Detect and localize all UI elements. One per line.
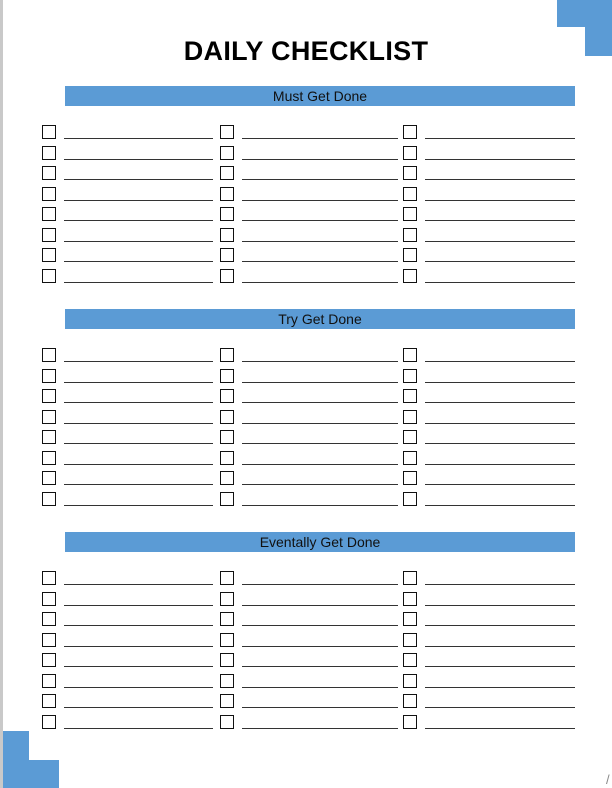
checkbox[interactable] [403,592,417,606]
write-in-line[interactable] [242,625,398,626]
write-in-line[interactable] [425,505,575,506]
corner-decoration-bottom-left [3,760,59,788]
checkbox[interactable] [403,228,417,242]
checkbox[interactable] [220,228,234,242]
write-in-line[interactable] [425,361,575,362]
write-in-line[interactable] [64,241,213,242]
checkbox[interactable] [42,471,56,485]
checkbox[interactable] [220,146,234,160]
checkbox[interactable] [403,715,417,729]
checkbox[interactable] [220,592,234,606]
write-in-line[interactable] [425,159,575,160]
checkbox[interactable] [403,612,417,626]
checkbox[interactable] [403,674,417,688]
checkbox[interactable] [403,348,417,362]
write-in-line[interactable] [242,605,398,606]
write-in-line[interactable] [64,382,213,383]
checkbox[interactable] [42,633,56,647]
checkbox[interactable] [220,369,234,383]
checkbox[interactable] [220,187,234,201]
write-in-line[interactable] [64,423,213,424]
page-title: DAILY CHECKLIST [183,36,429,66]
checkbox[interactable] [42,146,56,160]
checkbox[interactable] [220,207,234,221]
checkbox[interactable] [42,492,56,506]
write-in-line[interactable] [64,484,213,485]
write-in-line[interactable] [425,707,575,708]
write-in-line[interactable] [64,282,213,283]
write-in-line[interactable] [242,282,398,283]
write-in-line[interactable] [242,159,398,160]
write-in-line[interactable] [425,382,575,383]
checkbox[interactable] [42,592,56,606]
checkbox[interactable] [42,410,56,424]
write-in-line[interactable] [242,666,398,667]
write-in-line[interactable] [64,584,213,585]
checkbox[interactable] [220,430,234,444]
write-in-line[interactable] [242,361,398,362]
write-in-line[interactable] [425,584,575,585]
checkbox[interactable] [220,633,234,647]
write-in-line[interactable] [425,728,575,729]
write-in-line[interactable] [425,402,575,403]
checkbox[interactable] [220,166,234,180]
write-in-line[interactable] [425,646,575,647]
section-header: Must Get Done [65,86,575,106]
checkbox[interactable] [403,389,417,403]
write-in-line[interactable] [425,241,575,242]
checkbox[interactable] [403,410,417,424]
checkbox[interactable] [220,694,234,708]
write-in-line[interactable] [64,505,213,506]
write-in-line[interactable] [242,464,398,465]
checkbox[interactable] [220,653,234,667]
write-in-line[interactable] [64,220,213,221]
write-in-line[interactable] [425,282,575,283]
checkbox[interactable] [42,166,56,180]
write-in-line[interactable] [425,625,575,626]
checkbox[interactable] [42,430,56,444]
checkbox[interactable] [42,389,56,403]
write-in-line[interactable] [64,666,213,667]
checkbox[interactable] [42,653,56,667]
write-in-line[interactable] [64,687,213,688]
checkbox[interactable] [403,451,417,465]
write-in-line[interactable] [425,666,575,667]
write-in-line[interactable] [242,728,398,729]
write-in-line[interactable] [242,484,398,485]
checkbox[interactable] [220,674,234,688]
checkbox[interactable] [42,125,56,139]
checkbox[interactable] [42,612,56,626]
write-in-line[interactable] [242,220,398,221]
write-in-line[interactable] [242,423,398,424]
write-in-line[interactable] [425,220,575,221]
checkbox[interactable] [403,207,417,221]
checkbox[interactable] [220,492,234,506]
checkbox[interactable] [403,471,417,485]
checkbox[interactable] [42,269,56,283]
checkbox[interactable] [403,694,417,708]
checkbox[interactable] [403,269,417,283]
write-in-line[interactable] [425,687,575,688]
checkbox[interactable] [42,571,56,585]
write-in-line[interactable] [64,605,213,606]
checkbox[interactable] [42,451,56,465]
checkbox[interactable] [403,248,417,262]
checkbox[interactable] [220,715,234,729]
checkbox[interactable] [220,348,234,362]
write-in-line[interactable] [425,605,575,606]
checkbox[interactable] [403,166,417,180]
checkbox[interactable] [220,451,234,465]
write-in-line[interactable] [242,138,398,139]
checkbox[interactable] [42,674,56,688]
checkbox[interactable] [42,348,56,362]
write-in-line[interactable] [64,707,213,708]
write-in-line[interactable] [425,484,575,485]
checkbox[interactable] [42,248,56,262]
checkbox[interactable] [42,207,56,221]
checkbox[interactable] [42,694,56,708]
checkbox[interactable] [403,653,417,667]
write-in-line[interactable] [425,443,575,444]
write-in-line[interactable] [64,200,213,201]
write-in-line[interactable] [425,464,575,465]
checkbox[interactable] [403,146,417,160]
write-in-line[interactable] [242,402,398,403]
checkbox[interactable] [42,715,56,729]
write-in-line[interactable] [64,179,213,180]
write-in-line[interactable] [425,423,575,424]
checkbox[interactable] [403,125,417,139]
checkbox[interactable] [220,471,234,485]
write-in-line[interactable] [64,625,213,626]
write-in-line[interactable] [242,382,398,383]
checkbox[interactable] [403,369,417,383]
checkbox[interactable] [220,410,234,424]
checkbox[interactable] [220,571,234,585]
checkbox[interactable] [42,228,56,242]
page-edge-mark: / [606,772,610,787]
write-in-line[interactable] [64,361,213,362]
write-in-line[interactable] [242,261,398,262]
checkbox[interactable] [220,389,234,403]
section-header: Eventally Get Done [65,532,575,552]
write-in-line[interactable] [64,443,213,444]
write-in-line[interactable] [242,646,398,647]
write-in-line[interactable] [242,443,398,444]
write-in-line[interactable] [64,138,213,139]
write-in-line[interactable] [425,200,575,201]
checkbox[interactable] [403,187,417,201]
write-in-line[interactable] [64,159,213,160]
section-header: Try Get Done [65,309,575,329]
checkbox[interactable] [220,269,234,283]
page-left-edge [0,0,3,788]
checkbox[interactable] [403,633,417,647]
write-in-line[interactable] [64,261,213,262]
write-in-line[interactable] [64,464,213,465]
write-in-line[interactable] [242,200,398,201]
checkbox[interactable] [403,430,417,444]
write-in-line[interactable] [425,138,575,139]
checkbox[interactable] [403,492,417,506]
checkbox[interactable] [42,369,56,383]
write-in-line[interactable] [64,728,213,729]
write-in-line[interactable] [242,707,398,708]
write-in-line[interactable] [425,179,575,180]
write-in-line[interactable] [64,646,213,647]
write-in-line[interactable] [242,687,398,688]
write-in-line[interactable] [242,241,398,242]
write-in-line[interactable] [242,505,398,506]
checkbox[interactable] [220,125,234,139]
write-in-line[interactable] [64,402,213,403]
write-in-line[interactable] [242,179,398,180]
checkbox[interactable] [403,571,417,585]
write-in-line[interactable] [242,584,398,585]
checkbox[interactable] [42,187,56,201]
checkbox[interactable] [220,248,234,262]
checkbox[interactable] [220,612,234,626]
write-in-line[interactable] [425,261,575,262]
